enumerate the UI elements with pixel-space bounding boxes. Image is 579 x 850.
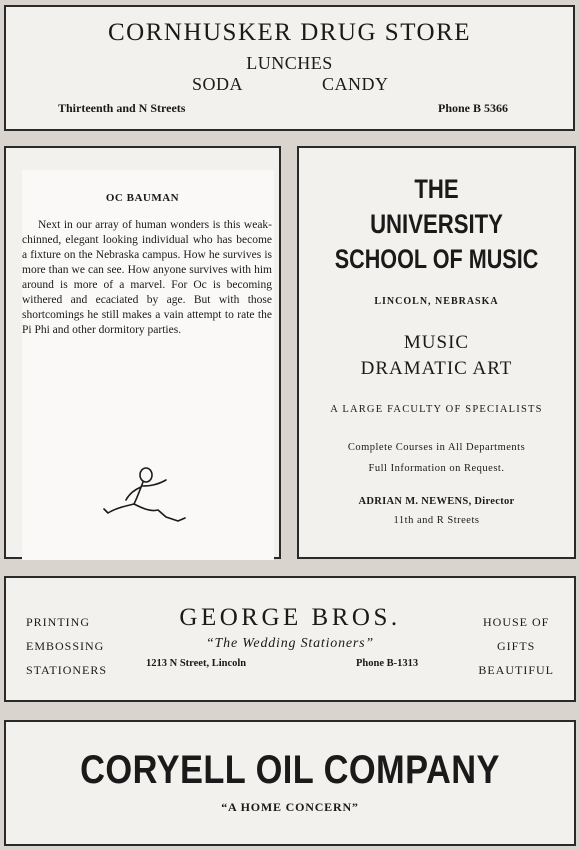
ad-subject-music: MUSIC [403,332,470,353]
list-item: BEAUTIFUL [478,663,554,677]
ad-title-school-of-music: SCHOOL OF MUSIC [334,244,539,274]
list-item: GIFTS [496,639,536,653]
feature-body-text: Next in our array of human wonders is this weak-chinned, elegant looking individual who has become a fixture on the Nebraska campus. How he survives is more than we can see. How anyone survives with him around is more of a marvel. For Oc is becoming withered and ecaciated by age. But with those shortcomings he still makes a vain attempt to rate the Pi Phi and other dormitory parties. [22,219,272,336]
ad-address: 11th and R Streets [393,515,480,526]
ad-address: 1213 N Street, Lincoln [146,658,247,669]
ad-title: CORYELL OIL COMPANY [80,748,500,792]
ad-title-the: THE [414,174,459,204]
ad-faculty-line: A LARGE FACULTY OF SPECIALISTS [330,404,543,415]
ad-title-university: UNIVERSITY [370,209,503,239]
list-item: PRINTING [26,615,90,629]
ad-subject-dramatic-art: DRAMATIC ART [360,358,513,379]
ad-director: ADRIAN M. NEWENS, Director [358,496,515,507]
ad-info-line: Full Information on Request. [368,463,505,474]
list-item: STATIONERS [26,663,108,677]
ad-line-lunches: LUNCHES [246,53,333,73]
list-item: EMBOSSING [26,639,105,653]
ad-courses-line: Complete Courses in All Departments [347,442,526,453]
ad-phone: Phone B 5366 [438,101,509,115]
ad-coryell-oil-company [4,720,576,846]
feature-heading: OC BAUMAN [105,192,180,204]
ad-tagline-list [478,610,554,682]
ad-address: Thirteenth and N Streets [58,101,186,115]
ad-item-soda: SODA [192,74,244,94]
ad-slogan: “The Wedding Stationers” [205,636,375,651]
ad-phone: Phone B-1313 [356,658,419,669]
running-stick-figure-illustration [100,466,190,526]
list-item: HOUSE OF [482,615,550,629]
feature-oc-bauman [4,146,281,559]
ad-location: LINCOLN, NEBRASKA [374,296,499,307]
ad-george-bros [4,576,576,702]
ad-cornhusker-drug-store [4,5,575,131]
ad-title: GEORGE BROS. [179,604,401,631]
ad-slogan: “A HOME CONCERN” [221,800,359,814]
ad-title: CORNHUSKER DRUG STORE [107,19,472,46]
ad-university-school-of-music [297,146,576,559]
ad-item-candy: CANDY [322,74,389,94]
